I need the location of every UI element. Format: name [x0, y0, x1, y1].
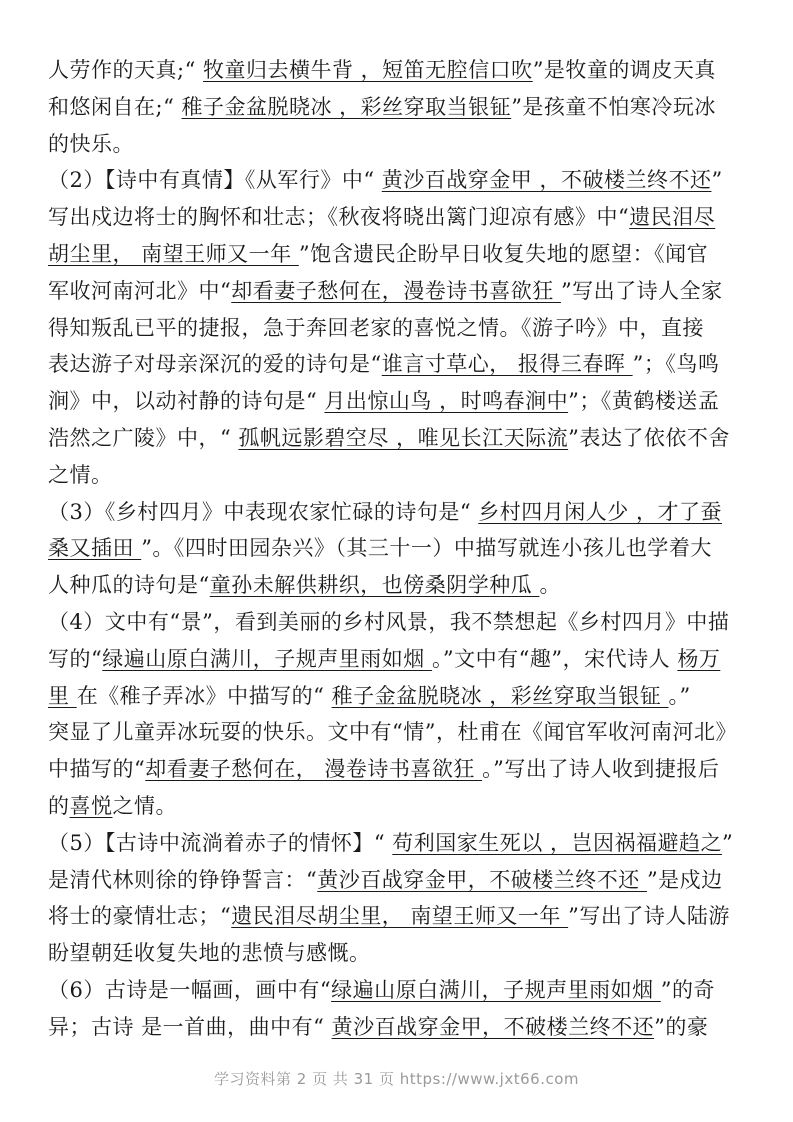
text-segment: 军收河南河北》中“	[48, 278, 232, 303]
text-segment: 中描写的“	[48, 757, 146, 782]
text-segment: 写出戍边将士的胸怀和壮志；《秋夜将晓出篱门迎凉有感》中“	[48, 205, 630, 230]
answer-underlined-text: 苟利国家生死以 ，岂因祸福避趋之	[392, 830, 722, 855]
text-segment: 和悠闲自在;“	[48, 94, 182, 119]
text-line	[48, 349, 748, 383]
answer-underlined-text: 桑又插田	[48, 536, 142, 561]
text-segment: （2）【诗中有真情】《从军行》中“	[48, 168, 382, 193]
answer-underlined-text: 遗民泪尽	[629, 205, 716, 230]
answer-underlined-text: 稚子金盆脱晓冰 ，彩丝穿取当银钲	[181, 94, 512, 119]
text-line	[48, 497, 748, 531]
answer-underlined-text: 黄沙百战穿金甲 ，不破楼兰终不还	[381, 168, 712, 193]
text-segment: 之情。	[112, 794, 177, 818]
text-segment: ”的奇	[660, 978, 716, 1002]
page-footer: 学习资料第 2 页 共 31 页 https://www.jxt66.com	[213, 1070, 580, 1088]
answer-underlined-text: 绿遍山原白满川，子规声里雨如烟	[102, 646, 432, 671]
text-segment: 。	[539, 573, 561, 598]
text-segment: ”是牧童的调皮天真	[532, 58, 716, 82]
text-line	[48, 460, 748, 494]
text-segment: ”的豪	[654, 1014, 709, 1039]
text-line	[48, 386, 748, 420]
text-line	[48, 239, 748, 273]
text-segment: 的快乐。	[48, 131, 134, 156]
answer-underlined-text: 月出惊山鸟 ，时鸣春涧中	[324, 389, 569, 414]
text-line	[48, 865, 748, 899]
answer-underlined-text: 杨万	[677, 646, 721, 671]
text-segment: 的	[48, 794, 70, 818]
text-segment: 突显了儿童弄冰玩耍的快乐。文中有“情”，杜甫在《闻官军收河南河北》	[48, 720, 737, 745]
text-segment: （3）《乡村四月》中表现农家忙碌的诗句是“	[48, 499, 479, 524]
answer-underlined-text: 牧童归去横牛背 ，短笛无腔信口吹	[203, 58, 533, 82]
text-segment: 写的“	[48, 646, 103, 671]
text-segment: 表达游子对母亲深沉的爱的诗句是“	[48, 352, 382, 377]
text-segment: 浩然之广陵》中，“	[48, 426, 239, 450]
answer-underlined-text: 稚子金盆脱晓冰 ，彩丝穿取当银钲	[331, 683, 669, 708]
text-segment: ”是孩童不怕寒冷玩冰	[511, 94, 716, 119]
text-line	[48, 938, 748, 972]
text-segment: ”是戍边	[646, 867, 723, 892]
text-line	[48, 975, 748, 1009]
text-segment: 将士的豪情壮志；“	[48, 904, 232, 929]
answer-underlined-text: 黄沙百战穿金甲，不破楼兰终不还	[331, 1014, 655, 1039]
text-line	[48, 901, 748, 935]
answer-underlined-text: 里	[48, 683, 77, 708]
text-segment: ”。《四时田园杂兴》（其三十一）中描写就连小孩儿也学着大	[141, 536, 712, 561]
text-line	[48, 644, 748, 678]
text-line	[48, 165, 748, 199]
answer-underlined-text: 乡村四月闲人少 ，才了蚕	[478, 499, 722, 524]
answer-underlined-text: 遗民泪尽胡尘里， 南望王师又一年	[231, 904, 569, 929]
answer-underlined-text: 胡尘里， 南望王师又一年	[48, 242, 299, 266]
text-segment: 盼望朝廷收复失地的悲愤与感慨。	[48, 941, 371, 966]
answer-underlined-text: 却看妻子愁何在，漫卷诗书喜欲狂	[231, 278, 561, 303]
text-segment: 。”写出了诗人收到捷报后	[482, 757, 720, 782]
text-line	[48, 1012, 748, 1046]
text-segment: ”；《鸟鸣	[632, 352, 720, 377]
text-line	[48, 55, 748, 89]
text-line	[48, 791, 748, 825]
answer-underlined-text: 黄沙百战穿金甲，不破楼兰终不还	[317, 867, 647, 892]
text-segment: 在《稚子弄冰》中描写的“	[76, 683, 332, 708]
text-segment: 异；古诗 是一首曲，曲中有“	[48, 1014, 332, 1039]
text-segment: 之情。	[48, 462, 113, 487]
text-segment: 涧》中，以动衬静的诗句是“	[48, 389, 325, 414]
text-segment: 。”文中有“趣”，宋代诗人	[431, 646, 678, 671]
text-segment: ”写出了诗人全家	[560, 278, 723, 303]
text-line	[48, 570, 748, 604]
text-line	[48, 828, 748, 862]
text-line	[48, 533, 748, 567]
answer-underlined-text: 童孙未解供耕织，也傍桑阴学种瓜	[209, 573, 540, 598]
text-segment: ”；《黄鹤楼送孟	[568, 389, 720, 414]
text-segment: （6）古诗是一幅画，画中有“	[48, 978, 332, 1002]
text-segment: ”饱含遗民企盼早日收复失地的愿望：《闻官	[298, 242, 709, 266]
text-segment: 人劳作的天真;“	[48, 58, 203, 82]
answer-underlined-text: 却看妻子愁何在， 漫卷诗书喜欲狂	[145, 757, 483, 782]
text-line	[48, 681, 748, 715]
text-line	[48, 129, 748, 163]
answer-underlined-text: 绿遍山原白满川，子规声里雨如烟	[331, 978, 661, 1002]
text-segment: ”	[721, 830, 734, 855]
text-segment: （4）文中有“景”，看到美丽的乡村风景，我不禁想起《乡村四月》中描	[48, 610, 730, 634]
text-segment: 。”	[668, 683, 691, 708]
text-segment: 人种瓜的诗句是“	[48, 573, 210, 598]
answer-underlined-text: 谁言寸草心， 报得三春晖	[381, 352, 633, 377]
text-segment: 得知叛乱已平的捷报，急于奔回老家的喜悦之情。《游子吟》中，直接	[48, 315, 704, 340]
text-segment: 是清代林则徐的铮铮誓言：“	[48, 867, 318, 892]
answer-underlined-text: 孤帆远影碧空尽 ，唯见长江天际流	[238, 426, 569, 450]
text-line	[48, 276, 748, 310]
text-line	[48, 607, 748, 641]
text-line	[48, 423, 748, 457]
text-line	[48, 754, 748, 788]
text-line	[48, 717, 748, 751]
text-segment: ”写出了诗人陆游	[568, 904, 730, 929]
text-line	[48, 202, 748, 236]
text-segment: ”表达了依依不舍	[568, 426, 730, 450]
text-segment: ”	[711, 168, 723, 193]
text-line	[48, 313, 748, 347]
text-line	[48, 92, 748, 126]
text-segment: （5）【古诗中流淌着赤子的情怀】“	[48, 830, 393, 855]
answer-underlined-text: 喜悦	[69, 794, 113, 818]
